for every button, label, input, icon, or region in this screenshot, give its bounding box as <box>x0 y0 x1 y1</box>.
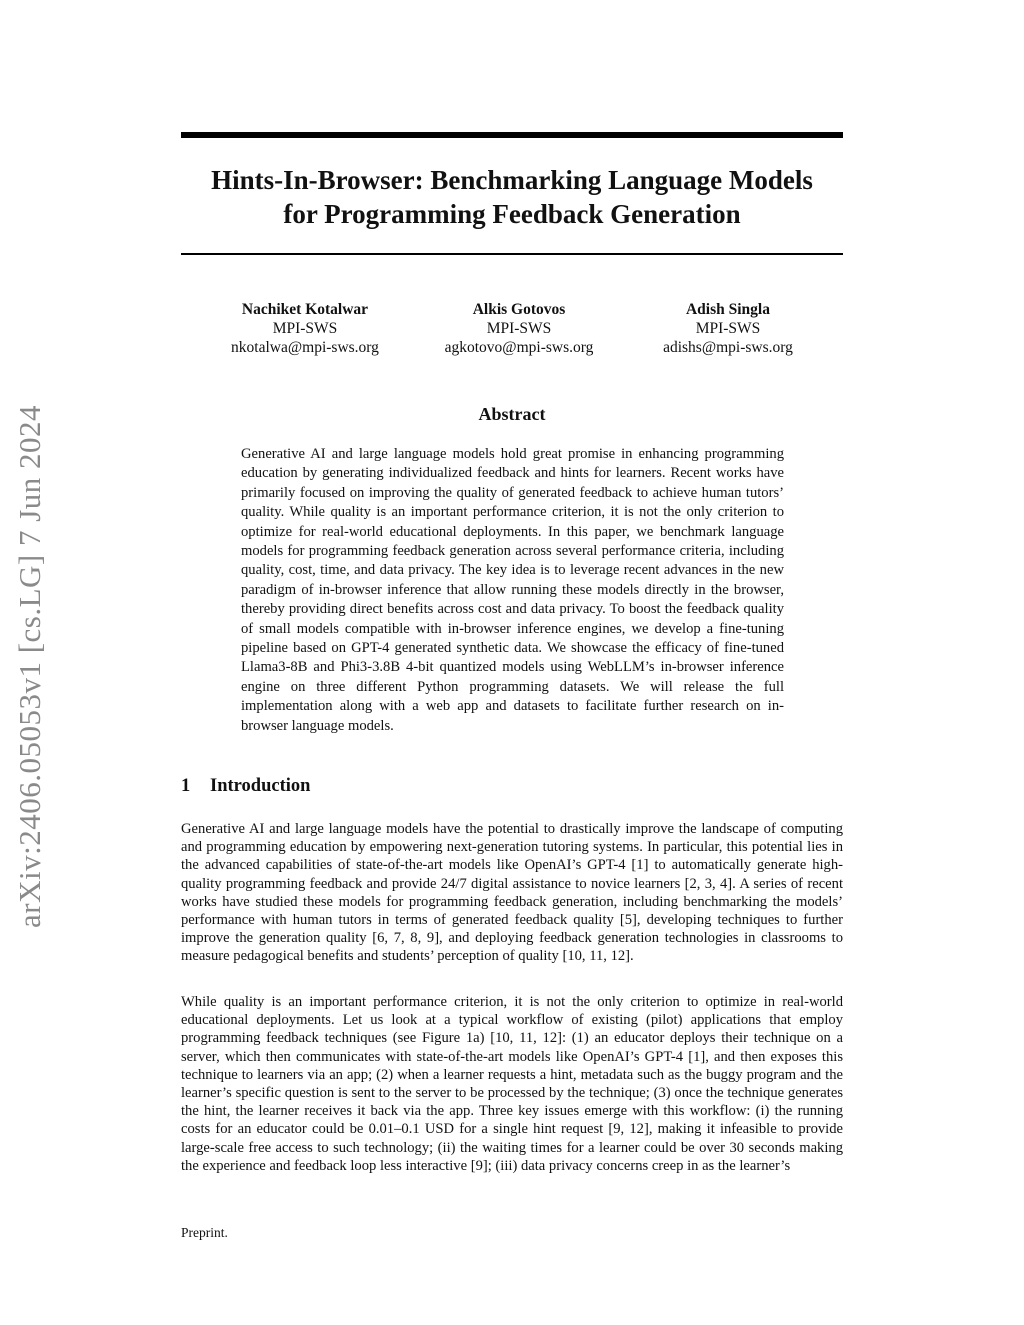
author-3 <box>598 300 858 357</box>
footer-note: Preprint. <box>181 1225 228 1240</box>
arxiv-identifier: arXiv:2406.05053v1 [cs.LG] 7 Jun 2024 <box>12 404 47 928</box>
author-email: adishs@mpi-sws.org <box>663 339 793 356</box>
title-bottom-rule <box>181 253 843 255</box>
author-name: Adish Singla <box>685 301 770 318</box>
section-number: 1 <box>181 776 191 796</box>
title-line-1: Hints-In-Browser: Benchmarking Language Models <box>211 165 813 195</box>
paper-title <box>181 163 843 231</box>
intro-paragraph-1: Generative AI and large language models have the potential to drastically improve the landscape of computing and programming education by empowering next-generation tutoring systems. In particular, this potential lies in the advanced capabilities of state-of-the-art models like OpenAI’s GPT-4 [1] to automatically generate high-quality programming feedback and provide 24/7 digital assistance to novice learners [2, 3, 4]. A series of recent works have studied these models for programming feedback generation, including benchmarking the models’ performance with human tutors in terms of generated feedback quality [5], developing techniques to further improve the generation quality [6, 7, 8, 9], and deploying feedback generation technologies in classrooms to measure pedagogical benefits and students’ perception of quality [10, 11, 12]. <box>181 821 843 965</box>
author-affiliation: MPI-SWS <box>272 320 338 337</box>
author-name: Nachiket Kotalwar <box>241 301 369 318</box>
section-heading <box>181 776 310 797</box>
author-affiliation: MPI-SWS <box>695 320 761 337</box>
abstract-heading: Abstract <box>478 404 546 424</box>
title-line-2: for Programming Feedback Generation <box>283 199 741 229</box>
author-email: nkotalwa@mpi-sws.org <box>231 339 379 356</box>
title-top-rule <box>181 132 843 138</box>
author-name: Alkis Gotovos <box>472 301 566 318</box>
intro-paragraph-2: While quality is an important performance criterion, it is not the only criterion to optimize in real-world educational deployments. Let us look at a typical workflow of existing (pilot) applications that employ programming feedback techniques (see Figure 1a) [10, 11, 12]: (1) an educator deploys their technique on a server, which then communicates with state-of-the-art models like OpenAI’s GPT-4 [1], and then exposes this technique to learners via an app; (2) when a learner requests a hint, metadata such as the buggy program and the learner’s specific question is sent to the server to be processed by the technique; (3) once the technique generates the hint, the learner receives it back via the app. Three key issues emerge with this workflow: (i) the running costs for an educator could be 0.01–0.1 USD for a single hint request [9, 12], making it infeasible to provide large-scale free access to such technology; (ii) the waiting times for a learner could be over 30 seconds making the experience and feedback loop less interactive [9]; (iii) data privacy concerns creep in as the learner’s <box>181 994 843 1174</box>
author-email: agkotovo@mpi-sws.org <box>444 339 594 356</box>
section-title: Introduction <box>210 776 311 796</box>
abstract-text: Generative AI and large language models hold great promise in enhancing programming education by generating individualized feedback and hints for learners. Recent works have primarily focused on improving the quality of generated feedback to achieve human tutors’ quality. While quality is an important performance criterion, it is not the only criterion to optimize for real-world educational deployments. In this paper, we benchmark language models for programming feedback generation across several performance criteria, including quality, cost, time, and data privacy. The key idea is to leverage recent advances in the new paradigm of in-browser inference that allow running these models directly in the browser, thereby providing direct benefits across cost and data privacy. To boost the feedback quality of small models compatible with in-browser inference engines, we develop a fine-tuning pipeline based on GPT-4 generated synthetic data. We showcase the efficacy of fine-tuned Llama3-8B and Phi3-3.8B 4-bit quantized models using WebLLM’s in-browser inference engine on three different Python programming datasets. We will release the full implementation along with a web app and datasets to facilitate further research on in-browser language models. <box>241 446 784 734</box>
author-affiliation: MPI-SWS <box>486 320 552 337</box>
